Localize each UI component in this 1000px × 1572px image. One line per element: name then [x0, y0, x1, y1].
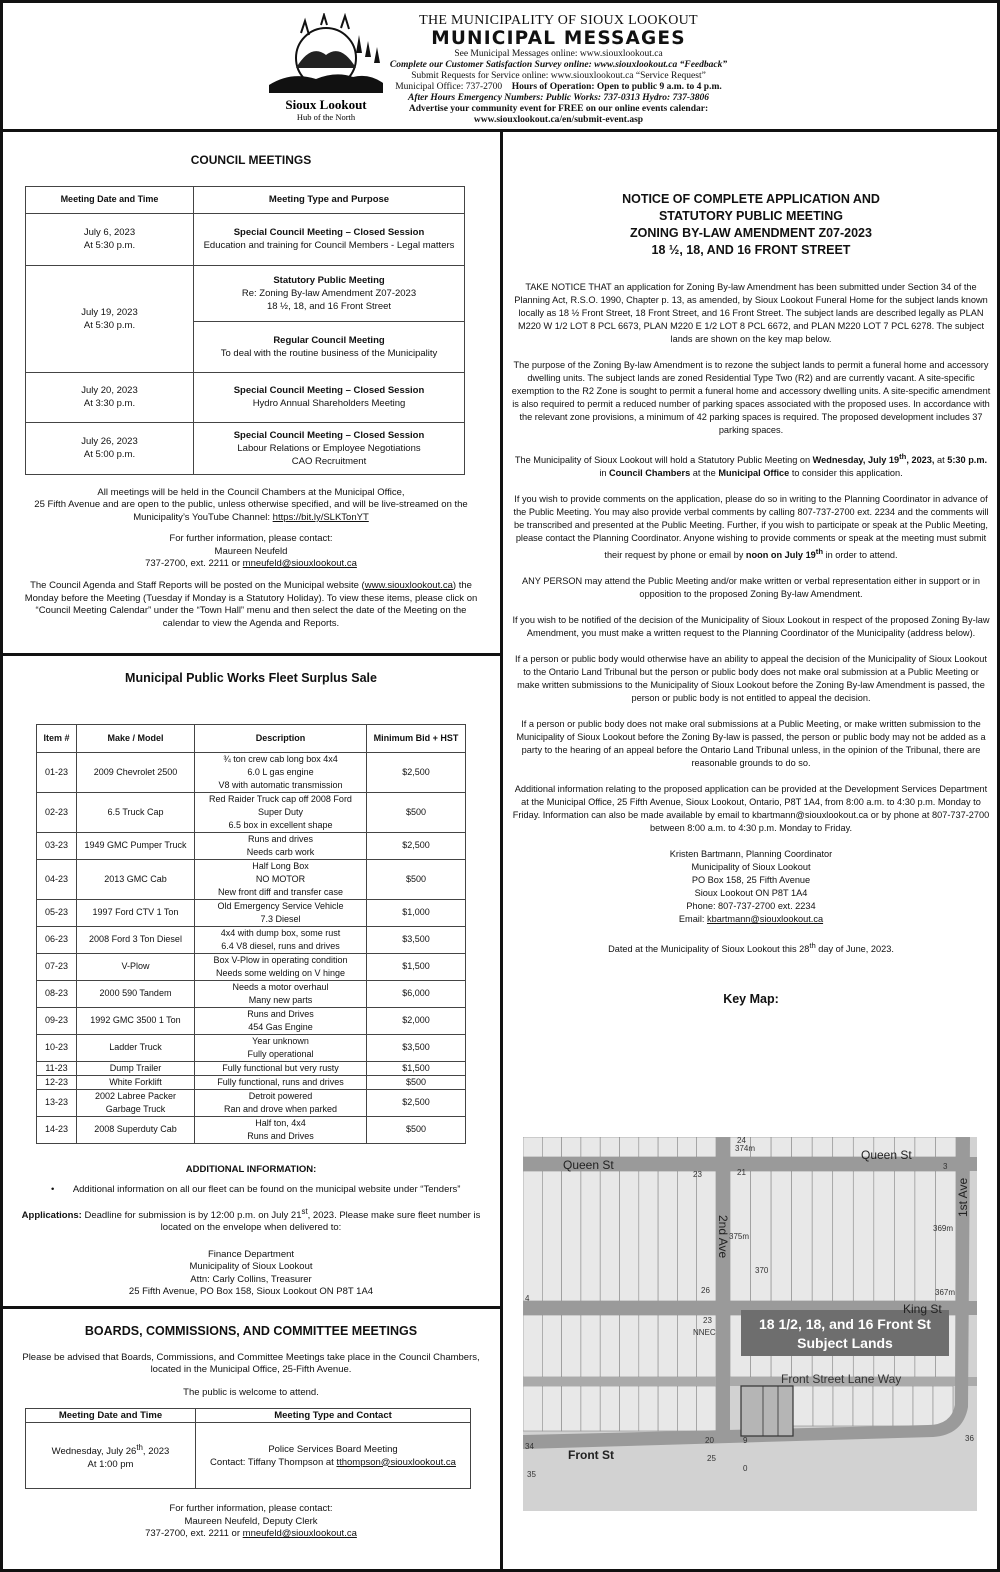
item-number: 10-23: [37, 1034, 77, 1061]
subject-lands-parcel: [741, 1386, 793, 1436]
item-number: 07-23: [37, 953, 77, 980]
description: [195, 1075, 367, 1089]
zoning-notice: [511, 191, 991, 1008]
masthead: [3, 3, 997, 132]
boards-table: [25, 1408, 471, 1489]
description-line: Fully operational: [247, 1048, 314, 1059]
make-model: 1997 Ford CTV 1 Ton: [77, 899, 195, 926]
section-divider: [3, 1306, 500, 1309]
description-line: 7.3 Diesel: [260, 913, 301, 924]
meeting-type: Special Council Meeting – Closed Session: [233, 385, 425, 397]
lot-number: 36: [965, 1434, 974, 1443]
lot-number: 25: [707, 1454, 716, 1463]
subject-lands-label: 18 1/2, 18, and 16 Front St: [759, 1316, 931, 1332]
description: [195, 752, 367, 792]
key-map-title: Key Map:: [723, 992, 779, 1007]
intro-line: Please be advised that Boards, Commissions, and Committee Meetings take place in the Council Chambers,: [22, 1351, 480, 1363]
description: [195, 1089, 367, 1116]
municipality-name: THE MUNICIPALITY OF SIOUX LOOKOUT: [419, 13, 698, 28]
description: [195, 1061, 367, 1075]
contact-name: Maureen Neufeld: [214, 545, 288, 557]
meeting-contact: Contact: Tiffany Thompson at: [210, 1456, 334, 1468]
lot-number: 21: [737, 1168, 746, 1177]
table-row: [26, 1423, 471, 1489]
meeting-place: Municipal Office: [718, 468, 790, 479]
text: in order to attend.: [823, 550, 898, 561]
table-row: [37, 899, 466, 926]
description-line: Runs and drives: [247, 833, 314, 844]
make-model: 2000 590 Tandem: [77, 980, 195, 1007]
description-line: Detroit powered: [248, 1090, 313, 1101]
meeting-time: 5:30 p.m.: [947, 455, 988, 466]
applications-text: , 2023. Please make sure fleet number is located on the envelope when delivered to:: [160, 1209, 481, 1234]
boards-intro: [11, 1352, 491, 1377]
table-row: [37, 1116, 466, 1143]
meeting-date: July 19, 2023: [81, 306, 138, 318]
additional-info-bullet: • Additional information on all our fleet can be found on the municipal website under “Tenders”: [51, 1184, 461, 1196]
signature-line: Kristen Bartmann, Planning Coordinator: [669, 849, 833, 860]
superscript: st: [301, 1206, 308, 1216]
note-line: All meetings will be held in the Council Chambers at the Municipal Office,: [97, 486, 405, 498]
table-row: [37, 792, 466, 832]
meeting-purpose: Labour Relations or Employee Negotiations: [237, 442, 421, 454]
events-calendar-url[interactable]: www.siouxlookout.ca/en/submit-event.asp: [473, 115, 644, 125]
meeting-type: Police Services Board Meeting: [268, 1443, 398, 1455]
description-line: NO MOTOR: [255, 873, 306, 884]
lot-number: 370: [755, 1266, 769, 1275]
logo-wordmark: Sioux Lookout: [285, 97, 367, 112]
col-meeting-date: Meeting Date and Time: [26, 186, 194, 213]
lot-number: 3: [943, 1162, 948, 1171]
applications-text: Deadline for submission is by 12:00 p.m. on July 21: [81, 1209, 302, 1221]
table-row: [37, 980, 466, 1007]
description-line: ¾ ton crew cab long box 4x4: [223, 753, 338, 764]
item-number: 09-23: [37, 1007, 77, 1034]
signature-line: PO Box 158, 25 Fifth Avenue: [691, 875, 811, 886]
description-line: Needs a motor overhaul: [232, 981, 329, 992]
meeting-place: Council Chambers: [609, 468, 691, 479]
note-line: Municipality’s YouTube Channel:: [133, 511, 271, 523]
text: The Municipality of Sioux Lookout will hold a Statutory Public Meeting on: [514, 455, 813, 466]
col-meeting-type: Meeting Type and Contact: [196, 1409, 471, 1423]
text: at: [934, 455, 948, 466]
signature-line: Sioux Lookout ON P8T 1A4: [694, 888, 808, 899]
description-line: Year unknown: [252, 1035, 309, 1046]
table-row: [37, 1007, 466, 1034]
street-label: Front Street Lane Way: [781, 1372, 902, 1386]
meeting-location-note: [11, 487, 491, 525]
description-line: 454 Gas Engine: [248, 1021, 313, 1032]
notice-title-line: ZONING BY-LAW AMENDMENT Z07-2023: [630, 226, 872, 240]
text: Dated at the Municipality of Sioux Lookout this 28: [608, 944, 810, 955]
meeting-type: Statutory Public Meeting: [273, 274, 385, 286]
address-line: 25 Fifth Avenue, PO Box 158, Sioux Lookout ON P8T 1A4: [128, 1286, 374, 1298]
meeting-time: At 1:00 pm: [87, 1458, 134, 1470]
office-hours: Hours of Operation: Open to public 9 a.m. to 4 p.m.: [511, 82, 722, 92]
description: [195, 926, 367, 953]
description-line: Many new parts: [248, 994, 313, 1005]
masthead-text: [381, 13, 736, 126]
intro-line: located in the Municipal Office, 25-Fifth Avenue.: [150, 1364, 352, 1376]
notice-paragraph: If a person or public body would otherwise have an ability to appeal the decision of the Municipality of Sioux Lookout to the Ontario Land Tribunal but the person or public body does not make oral submission at a Public Meeting or make written submissions to the Municipality of Sioux Lookout before the Zoning By-law Amendment is passed, the person or public body is not entitled to appeal the decision.: [515, 654, 987, 704]
text: in: [599, 468, 610, 479]
table-row: [37, 1034, 466, 1061]
description: [195, 832, 367, 859]
notice-title-line: 18 ½, 18, AND 16 FRONT STREET: [651, 243, 851, 257]
notice-paragraph: [511, 493, 991, 562]
contact-line: For further information, please contact:: [169, 1503, 333, 1515]
signature-block: [511, 848, 991, 926]
minimum-bid: $500: [367, 859, 466, 899]
make-model: 2009 Chevrolet 2500: [77, 752, 195, 792]
minimum-bid: $2,500: [367, 1089, 466, 1116]
table-row: [37, 926, 466, 953]
lot-number: 9: [743, 1436, 748, 1445]
applications-note: [11, 1207, 491, 1235]
description-line: Fully functional, runs and drives: [217, 1076, 344, 1087]
col-item: Item #: [37, 724, 77, 752]
description-line: Runs and Drives: [247, 1130, 314, 1141]
description-line: Fully functional but very rusty: [222, 1062, 339, 1073]
section-divider: [3, 653, 500, 656]
events-calendar-line: Advertise your community event for FREE on our online events calendar:: [408, 104, 709, 114]
description-line: Needs some welding on V hinge: [215, 967, 346, 978]
meeting-date: Wednesday, July 26: [51, 1445, 137, 1457]
contact-name: Maureen Neufeld, Deputy Clerk: [184, 1515, 318, 1527]
sioux-lookout-logo: [261, 13, 391, 123]
description-line: Old Emergency Service Vehicle: [217, 900, 344, 911]
notice-paragraph: Additional information relating to the proposed application can be provided at the Development Services Department at the Municipal Office, 25 Fifth Avenue, Sioux Lookout, Ontario, P8T 1A4, from 8:00 a.m. to 4:30 p.m. Monday to Friday. Information can also be made available by email to kbartmann@siouxlookout.ca or by phone at 807-737-2700 between 8:00 a.m. to 4:30 p.m. Monday to Friday.: [512, 784, 990, 834]
fleet-sale-section: [11, 670, 491, 1299]
meeting-type: Regular Council Meeting: [273, 334, 385, 346]
signature-line: Email:: [678, 914, 707, 925]
signature-line: Municipality of Sioux Lookout: [691, 862, 811, 873]
superscript: th: [815, 547, 824, 557]
lot-number: 375m: [729, 1232, 750, 1241]
fleet-sale-table: [36, 724, 466, 1144]
meeting-purpose: 18 ½, 18, and 16 Front Street: [266, 300, 392, 312]
item-number: 03-23: [37, 832, 77, 859]
item-number: 13-23: [37, 1089, 77, 1116]
lot-number: 20: [705, 1436, 714, 1445]
notice-paragraph: ANY PERSON may attend the Public Meeting and/or make written or verbal representation either in support or in opposition to the proposed Zoning By-law Amendment.: [522, 576, 980, 600]
minimum-bid: $500: [367, 792, 466, 832]
meeting-type: Special Council Meeting – Closed Session: [233, 429, 425, 441]
planner-email-link[interactable]: kbartmann@siouxlookout.ca: [707, 914, 824, 925]
note-line: 25 Fifth Avenue and are open to the public, unless otherwise specified, and will be live-streamed on the: [34, 499, 468, 511]
make-model: Ladder Truck: [77, 1034, 195, 1061]
contact-phone: 737-2700, ext. 2211 or: [145, 1528, 241, 1540]
table-row: [26, 265, 465, 321]
description-line: 6.5 box in excellent shape: [228, 819, 333, 830]
council-meetings-title: COUNCIL MEETINGS: [190, 153, 312, 167]
meeting-date: July 26, 2023: [81, 436, 138, 448]
superscript: th: [809, 941, 816, 951]
notice-title: [511, 191, 991, 259]
notice-paragraph: If you wish to be notified of the decision of the Municipality of Sioux Lookout in respect of the proposed Zoning By-law Amendment, you must make a written request to the Planning Coordinator of the Municipality (address below).: [512, 615, 990, 639]
contact-email-link[interactable]: mneufeld@siouxlookout.ca: [242, 1528, 357, 1540]
meeting-date: July 6, 2023: [83, 227, 136, 239]
lot-number: 34: [525, 1442, 534, 1451]
lot-number: 23: [703, 1316, 712, 1325]
lot-number: 24: [737, 1137, 746, 1145]
item-number: 02-23: [37, 792, 77, 832]
lot-number: 374m: [735, 1144, 756, 1153]
text: If you wish to provide comments on the application, please do so in writing to the Planning Coordinator in advance of the Public Meeting. You may also provide verbal comments by calling 807-737-2700 ext. 2234 and the comments will be transcribed and presented at the Public Meeting. Further, if you wish to participate or speak at the Public Meeting, please contact the Planning Coordinator. Anyone wishing to provide comments or speak at the meeting must submit their request by phone or email by: [513, 494, 989, 561]
meeting-date: , 2023,: [906, 455, 935, 466]
lot-number: 0: [743, 1464, 748, 1473]
dated-line: [511, 939, 991, 956]
table-row: [37, 859, 466, 899]
address-line: Finance Department: [207, 1248, 295, 1260]
council-meetings-table: [25, 186, 465, 475]
contact-line: For further information, please contact:: [169, 533, 333, 545]
contact-phone: 737-2700, ext. 2211 or: [145, 558, 241, 570]
meeting-type: Special Council Meeting – Closed Session: [233, 227, 425, 239]
make-model: 6.5 Truck Cap: [77, 792, 195, 832]
item-number: 11-23: [37, 1061, 77, 1075]
minimum-bid: $2,500: [367, 832, 466, 859]
table-row: [26, 213, 465, 265]
public-welcome: The public is welcome to attend.: [183, 1386, 319, 1398]
lot-number: 369m: [933, 1224, 954, 1233]
lot-number: NNEC: [693, 1328, 716, 1337]
lot-number: 26: [701, 1286, 710, 1295]
meeting-purpose: Re: Zoning By-law Amendment Z07-2023: [241, 287, 417, 299]
meeting-purpose: To deal with the routine business of the Municipality: [220, 347, 438, 359]
table-row: [37, 832, 466, 859]
item-number: 08-23: [37, 980, 77, 1007]
boards-section: [11, 1323, 491, 1541]
col-minimum-bid: Minimum Bid + HST: [367, 724, 466, 752]
text: to consider this application.: [789, 468, 903, 479]
item-number: 01-23: [37, 752, 77, 792]
online-link-line: See Municipal Messages online: www.siouxlookout.ca: [454, 49, 663, 59]
superscript: th: [136, 1442, 143, 1452]
make-model: 1992 GMC 3500 1 Ton: [77, 1007, 195, 1034]
make-model: 1949 GMC Pumper Truck: [77, 832, 195, 859]
notice-paragraph: TAKE NOTICE THAT an application for Zoning By-law Amendment has been submitted under Section 34 of the Planning Act, R.S.O. 1990, Chapter p. 13, as amended, by Sioux Lookout Funeral Home for the subject lands known locally as 18 ½ Front Street, 18 Front Street, and 16 Front Street. The subject lands are described legally as PLAN M220 W 1/2 LOT 8 PCL 6673, PLAN M220 E 1/2 LOT 8 PCL 6672, and PLAN M220 LOT 7 PCL 6278. The subject lands are shown on the key map below.: [514, 282, 988, 344]
office-hours-line: [381, 82, 736, 93]
item-number: 05-23: [37, 899, 77, 926]
minimum-bid: $2,500: [367, 752, 466, 792]
survey-line: Complete our Customer Satisfaction Survey online: www.siouxlookout.ca “Feedback”: [389, 60, 728, 70]
description: [195, 1007, 367, 1034]
council-contact: [11, 533, 491, 571]
make-model: White Forklift: [77, 1075, 195, 1089]
street-label: Front St: [568, 1448, 614, 1462]
minimum-bid: $3,500: [367, 926, 466, 953]
fleet-sale-title: Municipal Public Works Fleet Surplus Sale: [125, 671, 377, 685]
column-divider: [500, 132, 503, 1569]
street-label: 2nd Ave: [716, 1215, 730, 1259]
col-meeting-type: Meeting Type and Purpose: [194, 186, 465, 213]
description-line: Red Raider Truck cap off 2008 Ford: [209, 793, 352, 804]
item-number: 04-23: [37, 859, 77, 899]
text: at the: [690, 468, 719, 479]
office-phone: Municipal Office: 737-2700: [395, 82, 503, 92]
description-line: V8 with automatic transmission: [218, 779, 343, 790]
description-line: Runs and Drives: [247, 1008, 314, 1019]
meeting-purpose: Hydro Annual Shareholders Meeting: [252, 398, 406, 410]
description: [195, 899, 367, 926]
description-line: Needs carb work: [246, 846, 315, 857]
notice-paragraph: If a person or public body does not make oral submissions at a Public Meeting, or make written submission to the Municipality of Sioux Lookout before the Zoning By-law is passed, the person or public body may not be added as a party to the hearing of an appeal before the Ontario Land Tribunal unless, in the opinion of the Tribunal, there are reasonable grounds to do so.: [516, 719, 986, 769]
meeting-time: At 3:30 p.m.: [83, 398, 136, 410]
agenda-note: [11, 580, 491, 630]
description-line: New front diff and transfer case: [218, 886, 343, 897]
col-description: Description: [195, 724, 367, 752]
lot-number: 35: [527, 1470, 536, 1479]
description: [195, 1034, 367, 1061]
bullet-text: Additional information on all our fleet can be found on the municipal website under “Tenders”: [72, 1184, 461, 1196]
minimum-bid: $2,000: [367, 1007, 466, 1034]
emergency-numbers-line: After Hours Emergency Numbers: Public Works: 737-0313 Hydro: 737-3806: [407, 93, 709, 103]
lot-number: 23: [693, 1170, 702, 1179]
youtube-link[interactable]: https://bit.ly/SLKTonYT: [272, 511, 369, 523]
make-model: Dump Trailer: [77, 1061, 195, 1075]
meeting-purpose: Education and training for Council Members - Legal matters: [203, 240, 455, 252]
meeting-date: July 20, 2023: [81, 385, 138, 397]
table-row: [37, 752, 466, 792]
signature-line: Phone: 807-737-2700 ext. 2234: [686, 901, 816, 912]
street-label: Queen St: [563, 1158, 614, 1172]
description: [195, 953, 367, 980]
table-row: [37, 953, 466, 980]
minimum-bid: $6,000: [367, 980, 466, 1007]
applications-label: Applications:: [21, 1209, 82, 1221]
text: day of June, 2023.: [815, 944, 894, 955]
description-line: 6.0 L gas engine: [247, 766, 314, 777]
street-label: Queen St: [861, 1148, 912, 1162]
second-avenue: [716, 1137, 730, 1437]
make-model: 2013 GMC Cab: [77, 859, 195, 899]
make-model: V-Plow: [77, 953, 195, 980]
lane-way: [523, 1377, 977, 1386]
table-row: [37, 1075, 466, 1089]
make-model: 2002 Labree Packer Garbage Truck: [77, 1089, 195, 1116]
boards-title: BOARDS, COMMISSIONS, AND COMMITTEE MEETINGS: [84, 1324, 418, 1338]
logo-tagline: Hub of the North: [296, 112, 356, 122]
description-line: 4x4 with dump box, some rust: [220, 927, 341, 938]
lot-number: 367m: [935, 1288, 956, 1297]
contact-email-link[interactable]: mneufeld@siouxlookout.ca: [242, 558, 357, 570]
key-map: [523, 1137, 977, 1511]
description: [195, 1116, 367, 1143]
description-line: Super Duty: [257, 806, 304, 817]
description-line: Half Long Box: [252, 860, 309, 871]
deadline: noon on July 19: [745, 550, 816, 561]
description-line: Ran and drove when parked: [223, 1103, 338, 1114]
description-line: Half ton, 4x4: [255, 1117, 306, 1128]
make-model: 2008 Superduty Cab: [77, 1116, 195, 1143]
notice-body: [511, 281, 991, 956]
boards-contact: [11, 1503, 491, 1541]
contact-email-link[interactable]: tthompson@siouxlookout.ca: [336, 1456, 456, 1468]
notice-paragraph: [511, 450, 991, 480]
minimum-bid: $500: [367, 1075, 466, 1089]
street-label: King St: [903, 1302, 942, 1316]
col-make-model: Make / Model: [77, 724, 195, 752]
minimum-bid: $1,000: [367, 899, 466, 926]
agenda-text: ) the Monday before the Meeting (Tuesday if Monday is a Statutory Holiday). To view these items, please click on “Council Meeting Calendar” under the “Town Hall” menu and then select the date of the Meeting on the calendar to view the Agenda and Reports.: [24, 580, 478, 629]
meeting-time: At 5:00 p.m.: [83, 449, 136, 461]
description: [195, 980, 367, 1007]
lot-number: 4: [525, 1294, 530, 1303]
description: [195, 859, 367, 899]
description: [195, 792, 367, 832]
minimum-bid: $500: [367, 1116, 466, 1143]
notice-title-line: NOTICE OF COMPLETE APPLICATION AND: [622, 192, 880, 206]
street-label: 1st Ave: [956, 1177, 970, 1217]
item-number: 06-23: [37, 926, 77, 953]
key-map-drawing: [523, 1137, 977, 1511]
minimum-bid: $1,500: [367, 953, 466, 980]
subject-lands-label: Subject Lands: [797, 1335, 893, 1351]
notice-paragraph: The purpose of the Zoning By-law Amendment is to rezone the subject lands to permit a funeral home and accessory dwelling units. The subject lands are zoned Residential Type Two (R2) and are currently vacant. A site-specific exemption to the R2 Zone is sought to permit a funeral home and accessory dwelling units. A site-specific amendment is also required to permit a reduced number of parking spaces associated with the proposed uses. In accordance with the relevant zone provisions, a minimum of 42 parking spaces is required. The proposed development includes 37 parking spaces.: [511, 360, 991, 435]
address-line: Attn: Carly Collins, Treasurer: [190, 1273, 312, 1285]
description-line: Box V-Plow in operating condition: [213, 954, 348, 965]
table-row: [26, 422, 465, 474]
minimum-bid: $1,500: [367, 1061, 466, 1075]
service-request-line: Submit Requests for Service online: www.siouxlookout.ca “Service Request”: [411, 71, 706, 81]
meeting-purpose: CAO Recruitment: [291, 455, 367, 467]
address-line: Municipality of Sioux Lookout: [189, 1261, 313, 1273]
item-number: 14-23: [37, 1116, 77, 1143]
table-row: [37, 1061, 466, 1075]
meeting-time: At 5:30 p.m.: [83, 319, 136, 331]
newsletter-title: MUNICIPAL MESSAGES: [431, 28, 686, 49]
agenda-text: The Council Agenda and Staff Reports will be posted on the Municipal website (: [30, 580, 365, 592]
council-meetings-section: [11, 153, 491, 630]
website-link[interactable]: www.siouxlookout.ca: [364, 580, 453, 592]
minimum-bid: $3,500: [367, 1034, 466, 1061]
additional-info-heading: ADDITIONAL INFORMATION:: [185, 1163, 317, 1175]
item-number: 12-23: [37, 1075, 77, 1089]
finance-address: [11, 1249, 491, 1299]
meeting-time: At 5:30 p.m.: [83, 240, 136, 252]
meeting-date: , 2023: [142, 1445, 170, 1457]
meeting-date: Wednesday, July 19: [812, 455, 900, 466]
superscript: th: [899, 452, 907, 461]
make-model: 2008 Ford 3 Ton Diesel: [77, 926, 195, 953]
col-meeting-date: Meeting Date and Time: [26, 1409, 196, 1423]
table-row: [26, 372, 465, 422]
table-row: [37, 1089, 466, 1116]
description-line: 6.4 V8 diesel, runs and drives: [221, 940, 340, 951]
notice-title-line: STATUTORY PUBLIC MEETING: [658, 209, 844, 223]
